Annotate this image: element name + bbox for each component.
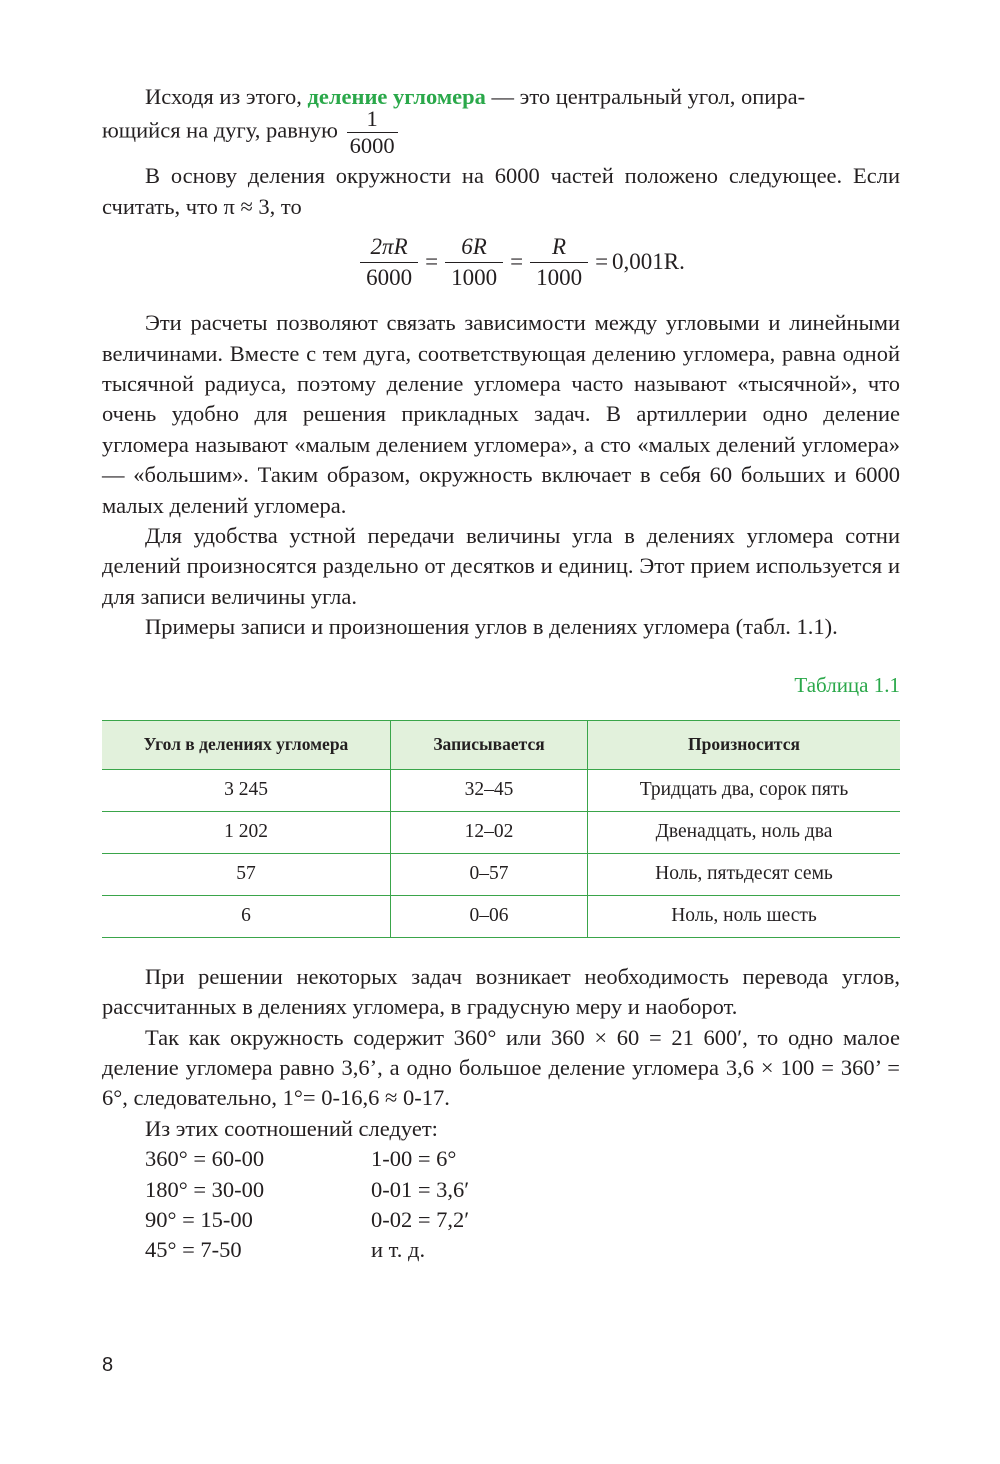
table-cell: 12–02 <box>391 811 588 853</box>
table-cell: 0–57 <box>391 853 588 895</box>
f2-denominator: 1000 <box>445 262 503 293</box>
ratio-row <box>145 1175 900 1205</box>
table-cell: 0–06 <box>391 895 588 937</box>
table-header: Записывается <box>391 720 588 769</box>
table-cell: 6 <box>102 895 391 937</box>
ratio-row <box>145 1144 900 1174</box>
table-caption: Таблица 1.1 <box>794 672 900 697</box>
fraction-denominator: 6000 <box>347 132 398 159</box>
table-cell: Тридцать два, сорок пять <box>588 769 901 811</box>
equals-sign: = <box>425 249 439 275</box>
table-cell: 57 <box>102 853 391 895</box>
ratio-right: и т. д. <box>371 1237 426 1263</box>
table-cell: 32–45 <box>391 769 588 811</box>
formula-fraction-1 <box>360 232 418 293</box>
table-row <box>102 769 900 811</box>
ratio-right: 0-02 = 7,2′ <box>371 1206 470 1232</box>
ratio-left: 90° = 15-00 <box>145 1206 253 1232</box>
ratio-row <box>145 1235 900 1265</box>
paragraph-3: Эти расчеты позволяют связать зависимости между угловыми и линейными величинами. Вместе с тем дуга, соответствующая делению угломера, равна одной тысячной радиуса, поэтому деление угломера часто называют «тысячной», что очень удобно для решения прикладных задач. В артиллерии одно деление угломера называют «малым делением угломера», а сто «малых делений угломера» — «большим». Таким образом, окружность включает в себя 60 больших и 6000 малых делений угломера. <box>102 310 900 518</box>
f1-numerator: 2πR <box>370 233 408 259</box>
ratio-left: 45° = 7-50 <box>145 1237 242 1263</box>
para1-line2: ющийся на дугу, равную <box>102 118 338 144</box>
table-row <box>102 895 900 937</box>
angles-table <box>102 720 900 938</box>
f1-denominator: 6000 <box>360 262 418 293</box>
table-header: Угол в делениях угломера <box>102 720 391 769</box>
ratio-right: 0-01 = 3,6′ <box>371 1176 470 1202</box>
paragraph-7: Так как окружность содержит 360° или 360 × 60 = 21 600′, то одно малое деление угломера равно 3,6’, а одно большое деление угломера 3,6 × 100 = 360’ = 6°, следовательно, 1°= 0-16,6 ≈ 0-17. <box>102 1024 900 1111</box>
paragraph-2: В основу деления окружности на 6000 частей положено следующее. Если считать, что π ≈ 3, то <box>102 163 900 219</box>
ratio-row <box>145 1205 900 1235</box>
ratio-left: 180° = 30-00 <box>145 1176 265 1202</box>
f2-numerator: 6R <box>461 233 487 259</box>
table-cell: Двенадцать, ноль два <box>588 811 901 853</box>
para1-text-before: Исходя из этого, <box>145 84 308 109</box>
paragraph-4: Для удобства устной передачи величины угла в делениях угломера сотни делений произносятся раздельно от десятков и единиц. Этот прием используется и для записи величины угла. <box>102 523 900 609</box>
table-header: Произносится <box>588 720 901 769</box>
ratio-right: 1-00 = 6° <box>371 1146 457 1172</box>
ratio-left: 360° = 60-00 <box>145 1146 265 1172</box>
fraction-one-6000 <box>347 106 398 159</box>
table-header-row <box>102 720 900 769</box>
table-row <box>102 853 900 895</box>
paragraph-1-continued <box>102 106 900 159</box>
formula <box>142 226 900 298</box>
equals-sign: = <box>510 249 524 275</box>
table-row <box>102 811 900 853</box>
table-cell: 1 202 <box>102 811 391 853</box>
fraction-numerator: 1 <box>366 106 378 132</box>
paragraph-8: Из этих соотношений следует: <box>145 1115 438 1141</box>
table-cell: Ноль, пятьдесят семь <box>588 853 901 895</box>
formula-fraction-3 <box>530 232 588 293</box>
page-number: 8 <box>102 1354 114 1376</box>
paragraph-5: Примеры записи и произношения углов в делениях угломера (табл. 1.1). <box>145 614 838 640</box>
equals-sign: = <box>595 249 609 275</box>
para1-text-after: — это центральный угол, опира- <box>485 84 806 109</box>
term-highlight: деление угломера <box>307 84 486 109</box>
table-cell: 3 245 <box>102 769 391 811</box>
paragraph-6: При решении некоторых задач возникает необходимость перевода углов, рассчитанных в делениях угломера, в градусную меру и наоборот. <box>102 963 900 1020</box>
formula-fraction-2 <box>445 232 503 293</box>
f3-numerator: R <box>552 233 567 259</box>
page-content <box>102 82 900 1266</box>
formula-result: 0,001R. <box>612 249 685 275</box>
ratios-list <box>145 1144 900 1266</box>
f3-denominator: 1000 <box>530 262 588 293</box>
table-cell: Ноль, ноль шесть <box>588 895 901 937</box>
